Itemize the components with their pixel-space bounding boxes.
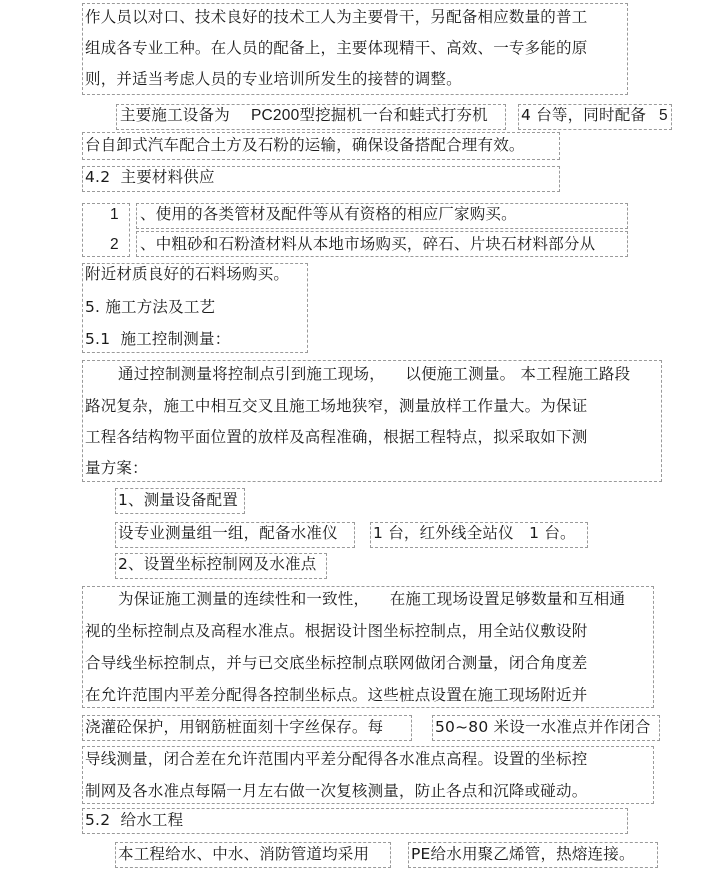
text-line: 台自卸式汽车配合土方及石粉的运输，确保设备搭配合理有效。 [85, 136, 525, 154]
text-line: 合导线坐标控制点，并与已交底坐标控制点联网做闭合测量，闭合角度差 [85, 654, 588, 672]
list-number: 2 [110, 236, 119, 253]
list-item-text: 、使用的各类管材及配件等从有资格的相应厂家购买。 [140, 205, 517, 223]
text-line: 组成各专业工种。在人员的配备上，主要体现精干、高效、一专多能的原 [85, 39, 588, 57]
text-segment: 本工程给水、中水、消防管道均采用 [118, 845, 370, 863]
text-segment: 设专业测量组一组，配备水准仪 [118, 524, 338, 542]
text-line: 量方案： [85, 459, 148, 477]
text-segment: 1 台，红外线全站仪 1 台。 [373, 524, 576, 542]
text-segment: 5 [659, 107, 668, 124]
list-number-box [82, 203, 130, 257]
section-heading: 4.2 主要材料供应 [85, 168, 215, 186]
text-line: 工程各结构物平面位置的放样及高程准确，根据工程特点，拟采取如下测 [85, 428, 588, 446]
list-number: 1 [110, 206, 119, 223]
text-line: 附近材质良好的石料场购买。 [85, 265, 290, 283]
section-heading: 5. 施工方法及工艺 [85, 298, 216, 316]
text-segment: 浇灌砼保护，用钢筋桩面刻十字丝保存。每 [85, 718, 384, 736]
text-line: 视的坐标控制点及高程水准点。根据设计图坐标控制点，用全站仪敷设附 [85, 622, 588, 640]
text-segment: 4 台等，同时配备 [521, 106, 647, 124]
text-segment: PE给水用聚乙烯管，热熔连接。 [411, 845, 635, 863]
text-segment: PC200型挖掘机一台和蛙式打夯机 [251, 107, 488, 124]
subheading: 1、测量设备配置 [118, 491, 238, 509]
text-line: 在允许范围内平差分配得各控制坐标点。这些桩点设置在施工现场附近并 [85, 686, 588, 704]
text-line: 则，并适当考虑人员的专业培训所发生的接替的调整。 [85, 70, 462, 88]
text-line: 制网及各水准点每隔一月左右做一次复核测量，防止各点和沉降或碰动。 [85, 782, 588, 800]
text-line: 路况复杂，施工中相互交叉且施工场地狭窄，测量放样工作量大。为保证 [85, 397, 588, 415]
text-line: 通过控制测量将控制点引到施工现场， 以便施工测量。 本工程施工路段 [118, 365, 631, 383]
text-segment: 50~80 米设一水准点并作闭合 [435, 718, 651, 736]
list-item-text: 、中粗砂和石粉渣材料从本地市场购买，碎石、片块石材料部分从 [140, 235, 596, 253]
text-segment: 主要施工设备为 [120, 106, 230, 124]
text-line: 作人员以对口、技术良好的技术工人为主要骨干，另配备相应数量的普工 [85, 8, 588, 26]
section-heading: 5.2 给水工程 [85, 811, 184, 829]
text-line: 为保证施工测量的连续性和一致性， 在施工现场设置足够数量和互相通 [118, 590, 626, 608]
section-heading: 5.1 施工控制测量： [85, 330, 231, 348]
text-line: 导线测量，闭合差在允许范围内平差分配得各水准点高程。设置的坐标控 [85, 750, 588, 768]
subheading: 2、设置坐标控制网及水准点 [118, 555, 317, 573]
